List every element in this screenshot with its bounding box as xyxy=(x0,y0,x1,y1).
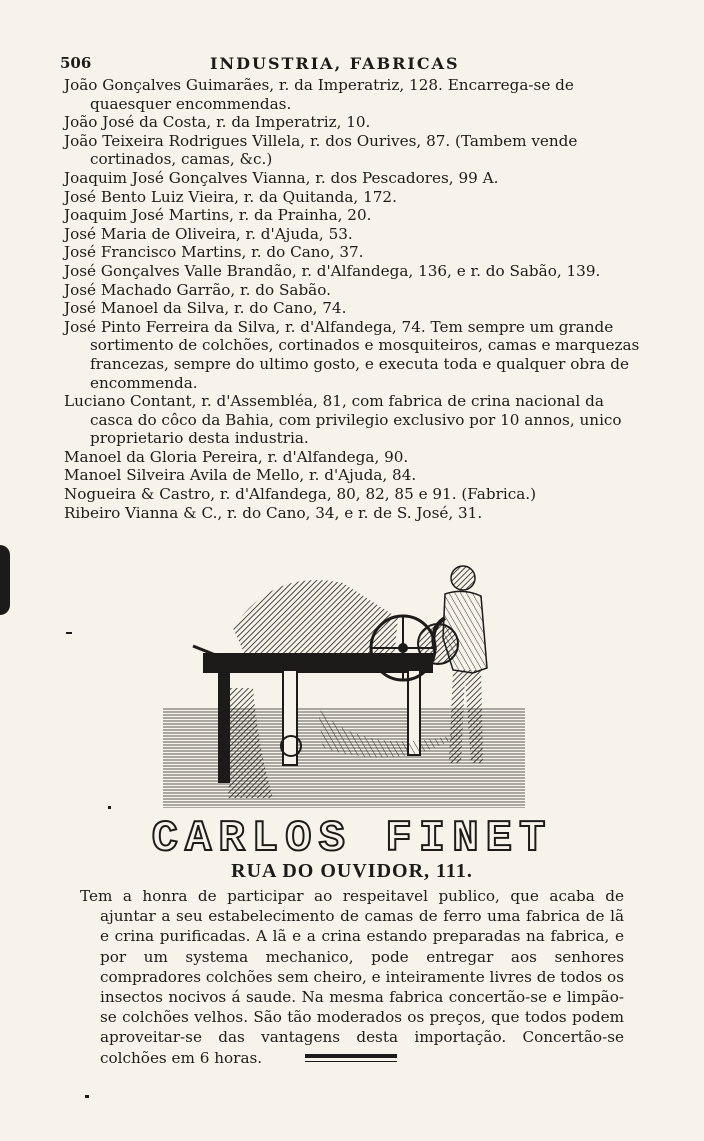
list-item: José Pinto Ferreira da Silva, r. d'Alfandega, 74. Tem sempre um grande sortimento de colchões, cortinados e mosquiteiros, camas e marquezas francezas, sempre do ultimo gosto, e executa toda e qualquer obra de encommenda. xyxy=(64,317,640,392)
list-item: Manoel da Gloria Pereira, r. d'Alfandega, 90. xyxy=(64,447,409,466)
business-listing xyxy=(62,76,642,522)
list-item: João Gonçalves Guimarães, r. da Imperatriz, 128. Encarrega-se de quaesquer encommendas. xyxy=(64,76,574,113)
closing-rule-thin xyxy=(305,1061,397,1062)
list-item: João Teixeira Rodrigues Villela, r. dos Ourives, 87. (Tambem vende cortinados, camas, &c.) xyxy=(64,131,578,169)
advertisement-paragraph: Tem a honra de participar ao respeitavel publico, que acaba de ajuntar a seu estabelecimento de camas de ferro uma fabrica de lã e crina purificadas. A lã e a crina estando preparadas na fabrica, e por um systema mechanico, pode entregar aos senhores compradores colchões sem cheiro, e inteiramente livres de todos os insectos nocivos á saude. Na mesma fabrica concertão-se e limpão-se colchões velhos. São tão moderados os preços, que todos podem aproveitar-se das vantagens desta importação. Concertão-se colchões em 6 horas. xyxy=(80,887,624,1067)
list-item: Ribeiro Vianna & C., r. do Cano, 34, e r. de S. José, 31. xyxy=(64,503,483,522)
carding-machine-engraving xyxy=(163,558,525,810)
list-item: José Bento Luiz Vieira, r. da Quitanda, 172. xyxy=(64,187,397,206)
ink-speck xyxy=(66,632,72,634)
advertisement-text xyxy=(78,886,624,1068)
business-address: RUA DO OUVIDOR, 111. xyxy=(231,860,473,882)
list-item: José Machado Garrão, r. do Sabão. xyxy=(64,280,331,299)
list-item: José Manoel da Silva, r. do Cano, 74. xyxy=(64,299,347,318)
page-header xyxy=(60,54,644,76)
list-item: Joaquim José Martins, r. da Prainha, 20. xyxy=(64,206,372,225)
list-item: João José da Costa, r. da Imperatriz, 10. xyxy=(64,113,371,132)
ink-speck xyxy=(108,806,111,809)
list-item: José Gonçalves Valle Brandão, r. d'Alfandega, 136, e r. do Sabão, 139. xyxy=(64,261,601,280)
list-item: José Maria de Oliveira, r. d'Ajuda, 53. xyxy=(64,224,353,243)
ink-speck xyxy=(85,1095,89,1098)
list-item: Luciano Contant, r. d'Assembléa, 81, com fabrica de crina nacional da casca do côco da Bahia, com privilegio exclusivo por 10 annos, unico proprietario desta industria. xyxy=(64,392,622,448)
business-name: CARLOS FINET xyxy=(151,814,553,864)
page-number: 506 xyxy=(60,54,92,72)
closing-rule xyxy=(305,1054,397,1058)
running-title: INDUSTRIA, FABRICAS xyxy=(210,54,460,73)
list-item: Manoel Silveira Avila de Mello, r. d'Ajuda, 84. xyxy=(64,466,417,485)
list-item: Nogueira & Castro, r. d'Alfandega, 80, 82, 85 e 91. (Fabrica.) xyxy=(64,485,537,504)
list-item: José Francisco Martins, r. do Cano, 37. xyxy=(64,243,364,262)
list-item: Joaquim José Gonçalves Vianna, r. dos Pescadores, 99 A. xyxy=(64,168,499,187)
binding-shadow xyxy=(0,545,10,615)
